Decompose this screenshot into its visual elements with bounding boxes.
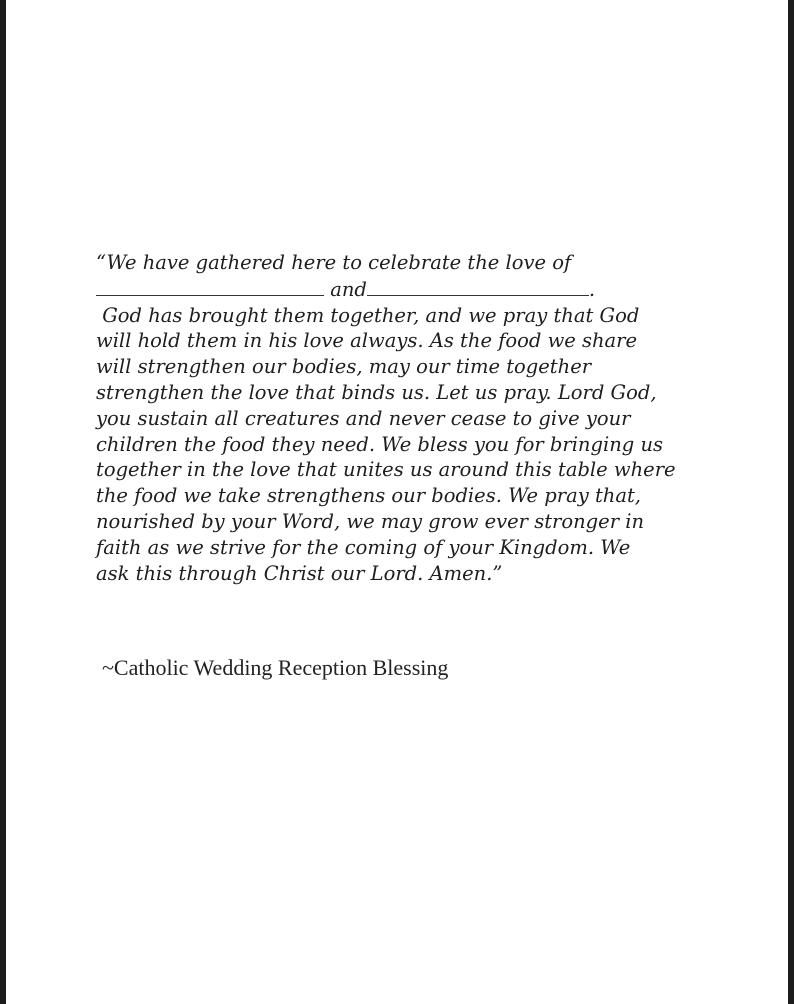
blessing-line: strengthen the love that binds us. Let us pray. Lord God, xyxy=(96,380,657,404)
blessing-line: God has brought them together, and we pray that God xyxy=(96,303,640,327)
connector-word: and xyxy=(330,277,367,301)
name-blank-2 xyxy=(367,276,589,296)
name-blank-1 xyxy=(96,276,324,296)
names-line xyxy=(96,276,736,303)
blessing-line: you sustain all creatures and never cease to give your xyxy=(96,406,631,430)
blessing-line: the food we take strengthens our bodies. We pray that, xyxy=(96,484,642,508)
blessing-line: will hold them in his love always. As the food we share xyxy=(96,329,638,353)
blessing-line: will strengthen our bodies, may our time together xyxy=(96,355,592,379)
blessing-text xyxy=(96,250,736,586)
blessing-line: together in the love that unites us around this table where xyxy=(96,458,676,482)
blessing-line: ask this through Christ our Lord. Amen.” xyxy=(96,561,503,585)
blessing-line: children the food they need. We bless you for bringing us xyxy=(96,432,664,456)
blessing-line: “We have gathered here to celebrate the love of xyxy=(96,251,572,274)
end-period: . xyxy=(588,277,596,301)
document-page xyxy=(6,0,788,1004)
blessing-line: faith as we strive for the coming of your Kingdom. We xyxy=(96,535,631,559)
attribution: ~Catholic Wedding Reception Blessing xyxy=(102,655,449,680)
blessing-line: nourished by your Word, we may grow ever stronger in xyxy=(96,509,645,533)
